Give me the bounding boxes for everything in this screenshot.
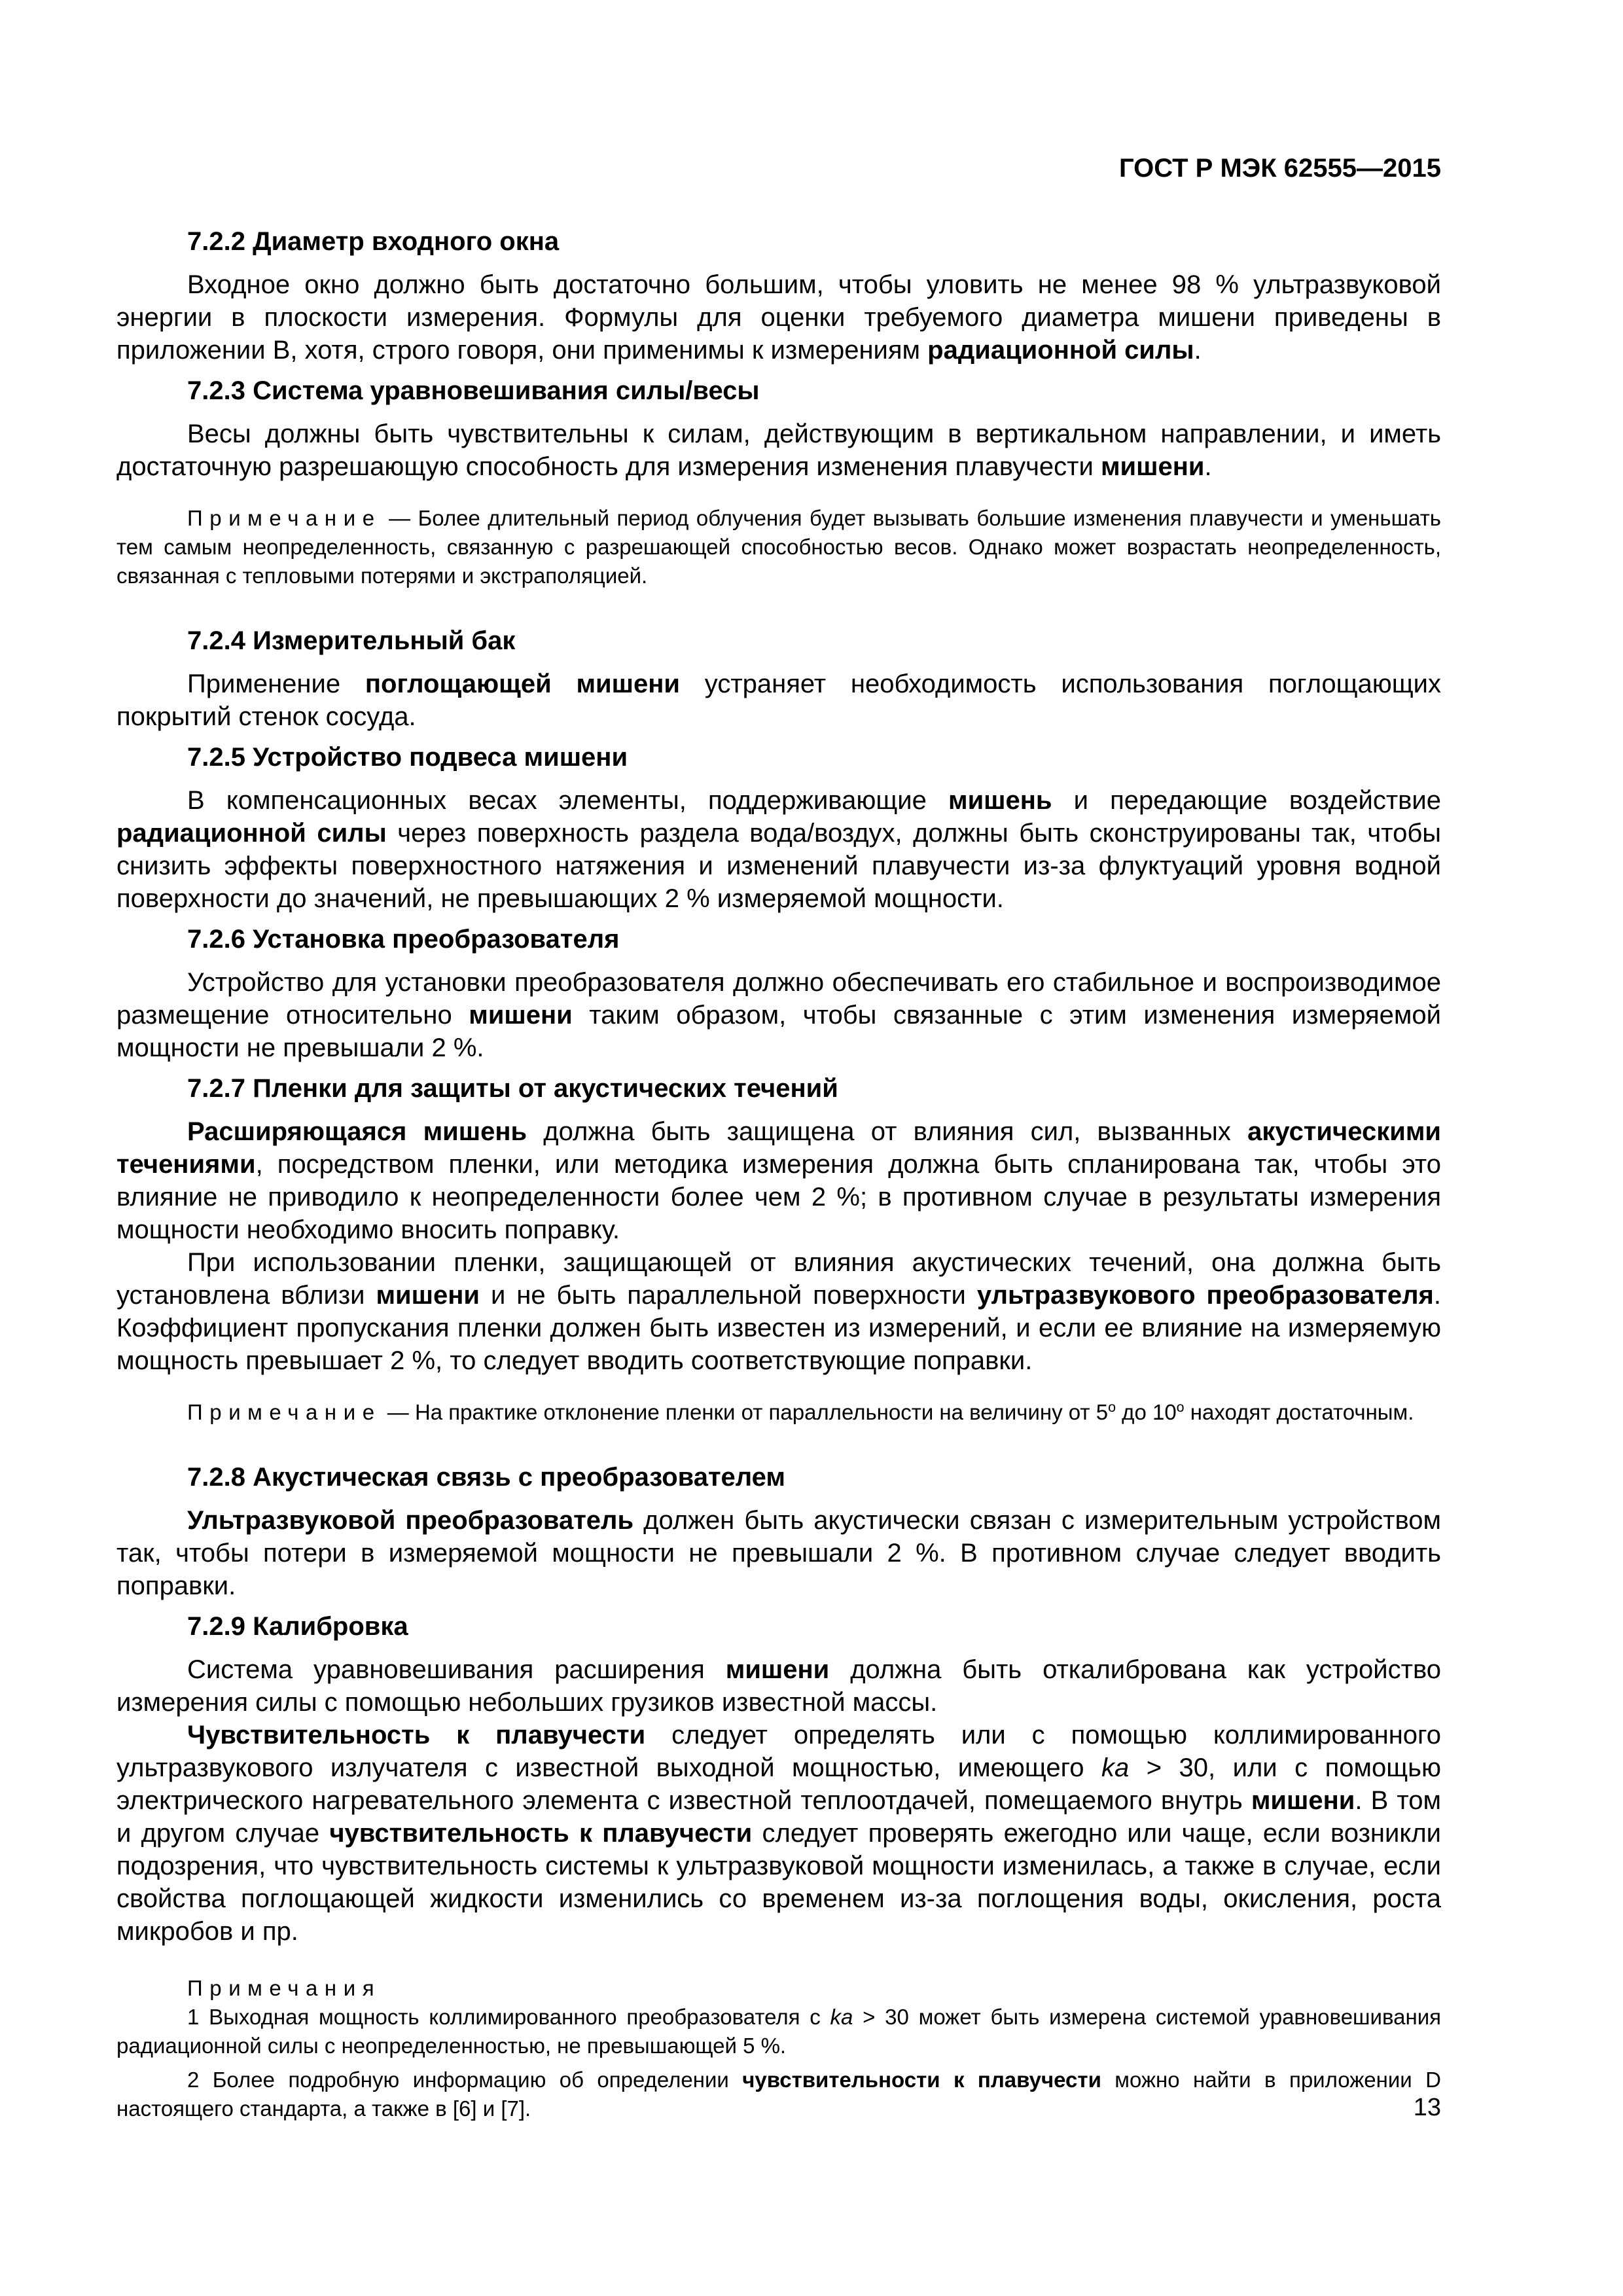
section-heading: 7.2.7 Пленки для защиты от акустических течений (187, 1074, 838, 1103)
section-heading: 7.2.4 Измерительный бак (187, 626, 516, 655)
note-item: 1 Выходная мощность коллимированного преобразователя с ka > 30 может быть измерена системой уравновешивания радиационной силы с неопределенностью, не превышающей 5 %. (116, 2005, 1441, 2058)
document-header: ГОСТ Р МЭК 62555—2015 (1118, 154, 1441, 183)
page-number: 13 (1413, 2094, 1441, 2121)
bold-term: акустическими течениями (116, 1117, 1441, 1179)
notes-block (116, 1974, 1441, 2123)
bold-term: радиационной силы (116, 819, 387, 848)
note: Примечание — Более длительный период облучения будет вызывать большие изменения плавучести и уменьшать тем самым неопределенность, связанную с разрешающей способностью весов. Однако может возрастать неопределенность, связанная с тепловыми потерями и экстраполяцией. (116, 506, 1441, 588)
section-heading: 7.2.3 Система уравновешивания силы/весы (187, 376, 760, 405)
paragraph: При использовании пленки, защищающей от влияния акустических течений, она должна быть установлена вблизи мишени и не быть параллельной поверхности ультразвукового преобразователя. Коэффициент пропускания пленки должен быть известен из измерений, и если ее влияние на измеряемую мощность превышает 2 %, то следует вводить соответствующие поправки. (116, 1248, 1441, 1375)
paragraph: Устройство для установки преобразователя должно обеспечивать его стабильное и воспроизводимое размещение относительно мишени таким образом, чтобы связанные с этим изменения измеряемой мощности не превышали 2 %. (116, 968, 1441, 1062)
notes-title (116, 1974, 1441, 2003)
bold-term: чувствительность к плавучести (329, 1819, 753, 1848)
bold-term: ультразвукового преобразователя (976, 1281, 1434, 1310)
bold-term: Расширяющаяся мишень (187, 1117, 527, 1146)
section-heading: 7.2.9 Калибровка (187, 1612, 408, 1641)
document-body (116, 225, 1441, 2128)
bold-term: чувствительности к плавучести (742, 2068, 1101, 2092)
superscript: о (1108, 1399, 1116, 1415)
paragraph: Входное окно должно быть достаточно большим, чтобы уловить не менее 98 % ультразвуковой энергии в плоскости измерения. Формулы для оценки требуемого диаметра мишени приведены в приложении В, хотя, строго говоря, они применимы к измерениям радиационной силы. (116, 270, 1441, 365)
italic-term: ka (830, 2005, 853, 2029)
notes-title-text: Примечания (187, 1976, 382, 2000)
bold-term: радиационной силы (927, 336, 1194, 365)
bold-term: Ультразвуковой преобразователь (187, 1506, 634, 1535)
note: Примечание — На практике отклонение пленки от параллельности на величину от $5^о$ до $10^о$ находят достаточным. (187, 1399, 1414, 1424)
paragraph: Ультразвуковой преобразователь должен быть акустически связан с измерительным устройством так, чтобы потери в измеряемой мощности не превышали 2 %. В противном случае следует вводить поправки. (116, 1506, 1441, 1600)
paragraph: Весы должны быть чувствительны к силам, действующим в вертикальном направлении, и иметь достаточную разрешающую способность для измерения изменения плавучести мишени. (116, 420, 1441, 481)
paragraph: Расширяющаяся мишень должна быть защищена от влияния сил, вызванных акустическими течениями, посредством пленки, или методика измерения должна быть спланирована так, чтобы это влияние не приводило к неопределенности более чем 2 %; в противном случае в результаты измерения мощности необходимо вносить поправку. (116, 1117, 1441, 1244)
bold-term: мишени (725, 1655, 830, 1684)
section-heading: 7.2.6 Установка преобразователя (187, 925, 620, 954)
italic-term: ka (1101, 1753, 1130, 1782)
paragraph: Система уравновешивания расширения мишени должна быть откалибрована как устройство измерения силы с помощью небольших грузиков известной массы. (116, 1655, 1441, 1717)
note-item: 2 Более подробную информацию об определении чувствительности к плавучести можно найти в приложении D настоящего стандарта, а также в [6] и [7]. (116, 2068, 1441, 2121)
superscript: о (1176, 1399, 1185, 1415)
bold-term: мишени (376, 1281, 480, 1310)
bold-term: мишени (1100, 452, 1205, 481)
note-label: Примечание (187, 1400, 382, 1424)
bold-term: Чувствительность к плавучести (187, 1721, 646, 1749)
note-label: Примечание (187, 506, 382, 530)
paragraph: Применение поглощающей мишени устраняет необходимость использования поглощающих покрытий стенок сосуда. (116, 670, 1442, 731)
bold-term: поглощающей мишени (365, 670, 680, 698)
bold-term: мишени (1251, 1786, 1355, 1815)
paragraph: Чувствительность к плавучести следует определять или с помощью коллимированного ультразвукового излучателя с известной выходной мощностью, имеющего ka > 30, или с помощью электрического нагревательного элемента с известной теплоотдачей, помещаемого внутрь мишени. В том и другом случае чувствительность к плавучести следует проверять ежегодно или чаще, если возникли подозрения, что чувствительность системы к ультразвуковой мощности изменилась, а также в случае, если свойства поглощающей жидкости изменились со временем из-за поглощения воды, окисления, роста микробов и пр. (116, 1721, 1441, 1946)
section-heading: 7.2.2 Диаметр входного окна (187, 227, 560, 256)
paragraph: В компенсационных весах элементы, поддерживающие мишень и передающие воздействие радиационной силы через поверхность раздела вода/воздух, должны быть сконструированы так, чтобы снизить эффекты поверхностного натяжения и изменений плавучести из-за флуктуаций уровня водной поверхности до значений, не превышающих 2 % измеряемой мощности. (116, 786, 1442, 913)
bold-term: мишень (948, 786, 1052, 815)
bold-term: мишени (469, 1001, 573, 1030)
section-heading: 7.2.8 Акустическая связь с преобразователем (187, 1463, 785, 1492)
section-heading: 7.2.5 Устройство подвеса мишени (187, 743, 628, 772)
